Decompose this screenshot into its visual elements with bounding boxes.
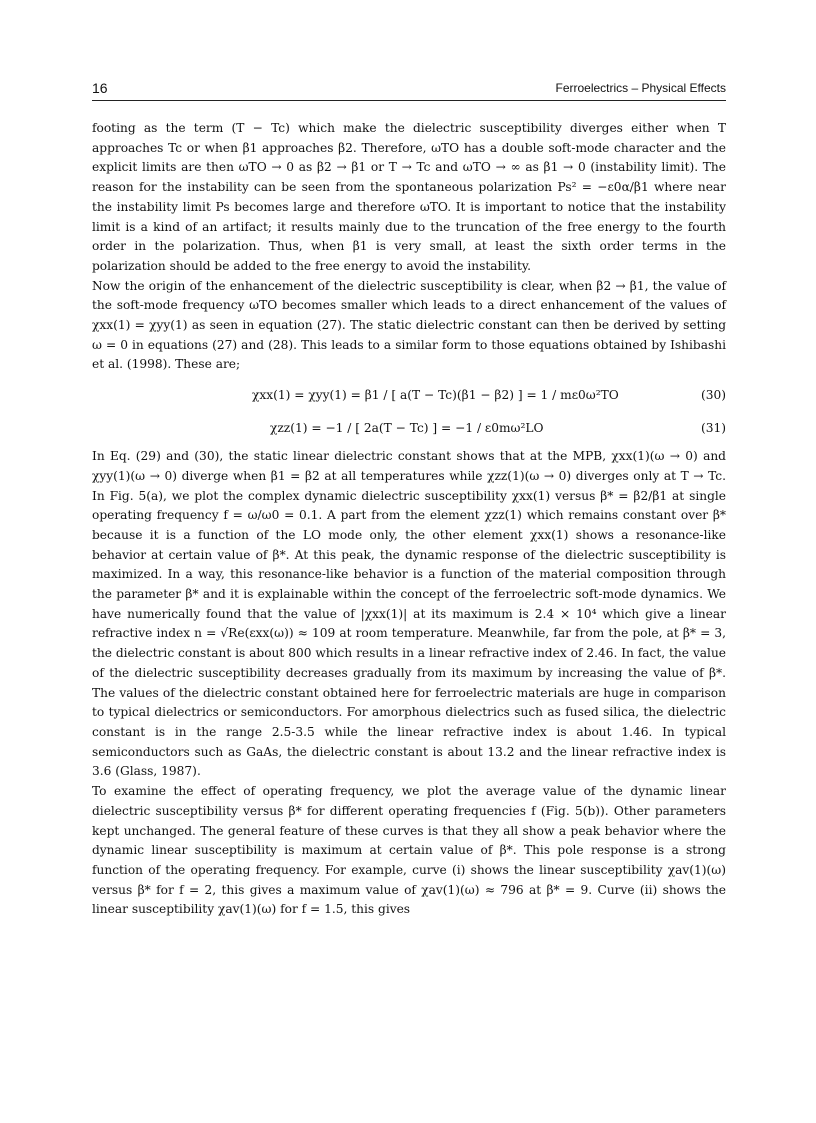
equation-expression: χzz(1) = −1 / [ 2a(T − Tc) ] = −1 / ε0mω²LO <box>270 421 544 436</box>
page-header <box>92 80 726 101</box>
equation-expression: χxx(1) = χyy(1) = β1 / [ a(T − Tc)(β1 − β2) ] = 1 / mε0ω²TO <box>252 388 619 403</box>
paragraph: Now the origin of the enhancement of the dielectric susceptibility is clear, when β2 → β1, the value of the soft-mode frequency ωTO becomes smaller which leads to a direct enhancement of the values of χxx(1) = χyy(1) as seen in equation (27). The static dielectric constant can then be derived by setting ω = 0 in equations (27) and (28). This leads to a similar form to those equations obtained by Ishibashi et al. (1998). These are; <box>92 278 726 372</box>
paragraph: In Eq. (29) and (30), the static linear dielectric constant shows that at the MPB, χxx(1)(ω → 0) and χyy(1)(ω → 0) diverge when β1 = β2 at all temperatures while χzz(1)(ω → 0) diverges only at T → Tc. In Fig. 5(a), we plot the complex dynamic dielectric susceptibility χxx(1) versus β* = β2/β1 at single operating frequency f = ω/ω0 = 0.1. A part from the element χzz(1) which remains constant over β* because it is a function of the LO mode only, the other element χxx(1) shows a resonance-like behavior at certain value of β*. At this peak, the dynamic response of the dielectric susceptibility is maximized. In a way, this resonance-like behavior is a function of the material composition through the parameter β* and it is explainable within the concept of the ferroelectric soft-mode dynamics. We have numerically found that the value of |χxx(1)| at its maximum is 2.4 × 10⁴ which give a linear refractive index n = √Re(εxx(ω)) ≈ 109 at room temperature. Meanwhile, far from the pole, at β* = 3, the dielectric constant is about 800 which results in a linear refractive index of 2.46. In fact, the value of the dielectric susceptibility decreases gradually from its maximum by increasing the value of β*. The values of the dielectric constant obtained here for ferroelectric materials are huge in comparison to typical dielectrics or semiconductors. For amorphous dielectrics such as fused silica, the dielectric constant is in the range 2.5-3.5 while the linear refractive index is about 1.46. In typical semiconductors such as GaAs, the dielectric constant is about 13.2 and the linear refractive index is 3.6 (Glass, 1987). <box>92 449 726 779</box>
equation-30 <box>92 381 726 410</box>
paragraph: footing as the term (T − Tc) which make the dielectric susceptibility diverges either when T approaches Tc or when β1 approaches β2. Therefore, ωTO has a double soft-mode character and the explicit limits are then ωTO → 0 as β2 → β1 or T → Tc and ωTO → ∞ as β1 → 0 (instability limit). The reason for the instability can be seen from the spontaneous polarization Ps² = −ε0α/β1 where near the instability limit Ps becomes large and therefore ωTO. It is important to notice that the instability limit is a kind of an artifact; it results mainly due to the truncation of the free energy to the fourth order in the polarization. Thus, when β1 is very small, at least the sixth order terms in the polarization should be added to the free energy to avoid the instability. <box>92 121 726 273</box>
running-title: Ferroelectrics – Physical Effects <box>555 81 726 95</box>
paragraph: To examine the effect of operating frequency, we plot the average value of the dynamic linear dielectric susceptibility versus β* for different operating frequencies f (Fig. 5(b)). Other parameters kept unchanged. The general feature of these curves is that they all show a peak behavior where the dynamic linear susceptibility is maximum at certain value of β*. This pole response is a strong function of the operating frequency. For example, curve (i) shows the linear susceptibility χav(1)(ω) versus β* for f = 2, this gives a maximum value of χav(1)(ω) ≈ 796 at β* = 9. Curve (ii) shows the linear susceptibility χav(1)(ω) for f = 1.5, this gives <box>92 784 726 917</box>
page-number: 16 <box>92 80 108 96</box>
equation-31 <box>92 414 726 443</box>
equation-number: (30) <box>700 388 726 403</box>
page-body <box>92 119 726 920</box>
equation-number: (31) <box>700 421 726 436</box>
